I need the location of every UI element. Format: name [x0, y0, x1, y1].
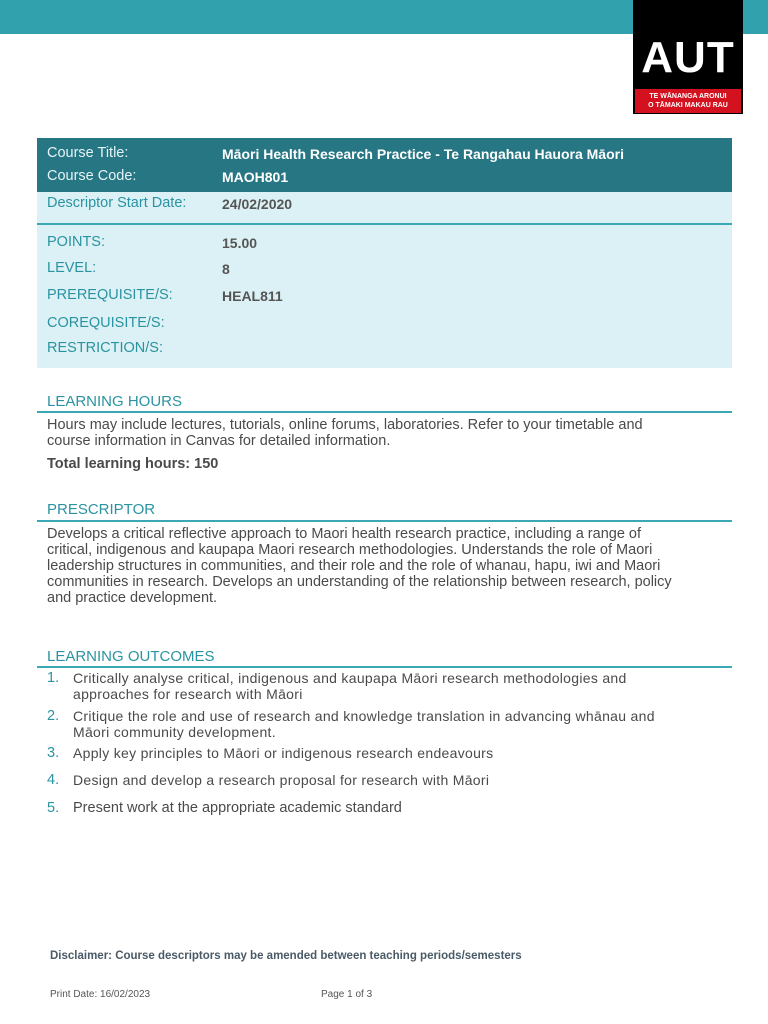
prescriptor-line: Develops a critical reflective approach to Maori health research practice, including a range of — [47, 526, 642, 542]
disclaimer-text: Disclaimer: Course descriptors may be amended between teaching periods/semesters — [50, 950, 522, 962]
learning-hours-heading: LEARNING HOURS — [47, 393, 183, 410]
outcome-number: 2. — [47, 708, 60, 724]
logo-main-text: AUT — [641, 33, 735, 82]
aut-logo — [633, 0, 743, 114]
outcome-number: 3. — [47, 745, 60, 761]
course-code-label: Course Code: — [47, 168, 137, 184]
prescriptor-line: communities in research. Develops an understanding of the relationship between research, policy — [47, 574, 672, 590]
prescriptor-rule — [37, 520, 732, 522]
start-date-label: Descriptor Start Date: — [47, 195, 187, 211]
course-info-divider — [37, 223, 732, 225]
corequisite-label: COREQUISITE/S: — [47, 315, 165, 331]
points-value: 15.00 — [222, 235, 258, 251]
outcome-text: Present work at the appropriate academic standard — [73, 800, 402, 816]
outcome-text: Design and develop a research proposal for research with Māori — [73, 772, 490, 788]
prerequisite-label: PREREQUISITE/S: — [47, 287, 173, 303]
outcome-line: Critically analyse critical, indigenous and kaupapa Māori research methodologies and — [73, 670, 627, 686]
learning-hours-text — [47, 417, 727, 449]
outcome-number: 5. — [47, 800, 60, 816]
learning-hours-line: course information in Canvas for detailed information. — [47, 433, 391, 449]
learning-hours-rule — [37, 411, 732, 413]
outcome-text — [73, 670, 723, 702]
page-number: Page 1 of 3 — [321, 989, 373, 1000]
learning-outcomes-rule — [37, 666, 732, 668]
prescriptor-text — [47, 526, 727, 606]
logo-tagline-line1: TE WĀNANGA ARONUI — [649, 93, 727, 100]
outcome-line: approaches for research with Māori — [73, 686, 303, 702]
outcome-text — [73, 708, 723, 740]
outcome-number: 4. — [47, 772, 60, 788]
learning-outcomes-heading: LEARNING OUTCOMES — [47, 648, 215, 665]
logo-tagline — [635, 89, 741, 113]
points-label: POINTS: — [47, 234, 106, 250]
prescriptor-line: leadership structures in communities, and their role and the role of whanau, hapu, iwi and Maori — [47, 558, 661, 574]
level-label: LEVEL: — [47, 260, 97, 276]
print-date: Print Date: 16/02/2023 — [50, 989, 151, 1000]
start-date-value: 24/02/2020 — [222, 196, 293, 212]
total-learning-hours: Total learning hours: 150 — [47, 456, 219, 472]
course-title-label: Course Title: — [47, 145, 129, 161]
level-value: 8 — [222, 261, 230, 277]
restriction-label: RESTRICTION/S: — [47, 340, 164, 356]
outcome-number: 1. — [47, 670, 60, 686]
prerequisite-value: HEAL811 — [222, 288, 283, 304]
prescriptor-heading: PRESCRIPTOR — [47, 501, 156, 518]
logo-tagline-line2: O TĀMAKI MAKAU RAU — [648, 102, 728, 109]
outcome-line: Māori community development. — [73, 724, 276, 740]
outcome-line: Critique the role and use of research and knowledge translation in advancing whānau and — [73, 708, 655, 724]
outcome-text: Apply key principles to Māori or indigenous research endeavours — [73, 745, 494, 761]
prescriptor-line: and practice development. — [47, 590, 218, 606]
learning-hours-line: Hours may include lectures, tutorials, online forums, laboratories. Refer to your timetable and — [47, 417, 643, 433]
course-title-value: Māori Health Research Practice - Te Rangahau Hauora Māori — [222, 146, 624, 162]
prescriptor-line: critical, indigenous and kaupapa Maori research methodologies. Understands the role of Maori — [47, 542, 653, 558]
course-code-value: MAOH801 — [222, 169, 289, 185]
